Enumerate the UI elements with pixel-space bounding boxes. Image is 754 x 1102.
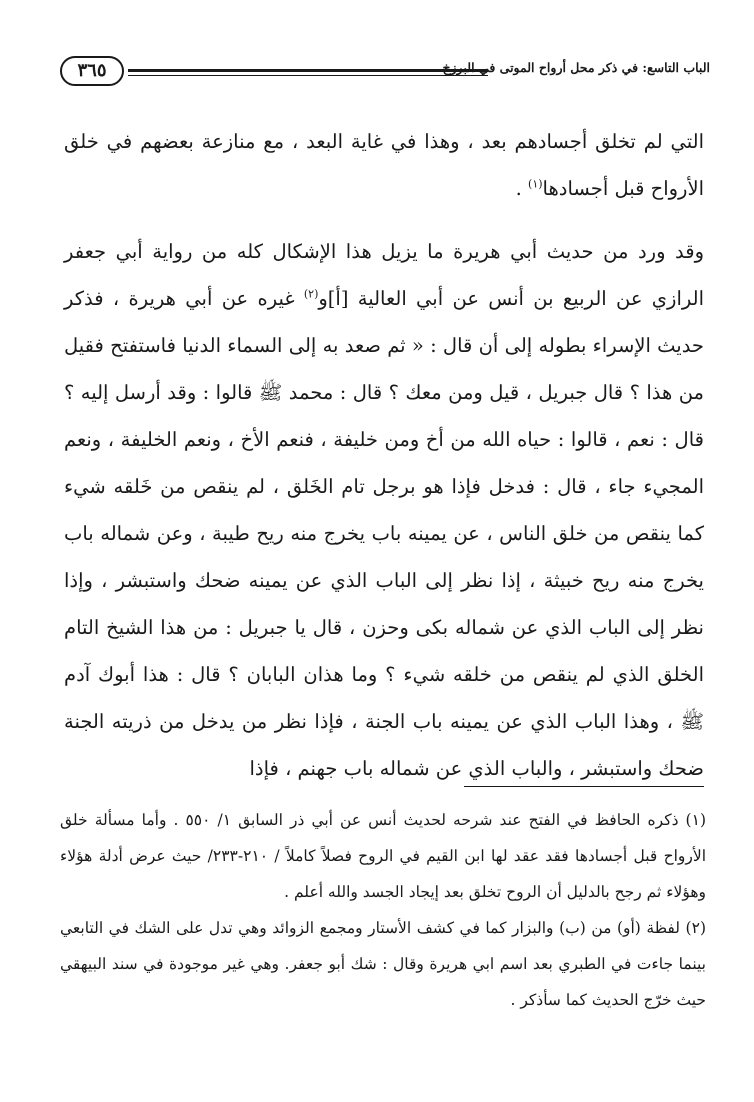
footnote-divider [464, 786, 704, 787]
footnote-mark: (٢) [685, 919, 706, 937]
footnote [60, 910, 706, 1018]
running-title: الباب التاسع: في ذكر محل أرواح الموتى في البرزخ [442, 60, 710, 75]
footnotes [60, 802, 706, 1018]
footnote-ref: (١) [528, 177, 543, 191]
page-number: ٣٦٥ [60, 56, 124, 86]
running-header [60, 54, 710, 94]
header-rule-thin [128, 75, 488, 76]
paragraph [64, 118, 704, 212]
paragraph-text: وقد ورد من حديث أبي هريرة ما يزيل هذا الإشكال كله من رواية أبي جعفر الرازي عن الربيع بن أنس عن أبي العالية [أ]و [64, 240, 705, 310]
paragraph-end: . [515, 177, 529, 200]
header-rule [128, 69, 488, 72]
footnote-text: لفظة (أو) من (ب) والبزار كما في كشف الأستار ومجمع الزوائد وهي تدل على الشك في التابعي بينما جاءت في الطبري بعد اسم ابي هريرة وقال : شك أبو جعفر. وهي غير موجودة في سند البيهقي حيث خرّج الحديث كما سأذكر . [60, 919, 706, 1009]
main-text [64, 118, 704, 792]
footnote-text: ذكره الحافظ في الفتح عند شرحه لحديث أنس عن أبي ذر السابق ١/ ٥٥٠ . وأما مسألة خلق الأرواح قبل أجسادها فقد عقد لها ابن القيم في الروح فصلاً كاملاً / ٢١٠-٢٣٣/ حيث عرض أدلة هؤلاء وهؤلاء ثم رجح بالدليل أن الروح تخلق بعد إيجاد الجسد والله أعلم . [60, 811, 707, 901]
footnote-ref: (٢) [303, 287, 319, 301]
paragraph-text: التي لم تخلق أجسادهم بعد ، وهذا في غاية البعد ، مع منازعة بعضهم في خلق الأرواح قبل أجسادها [64, 130, 704, 200]
paragraph-text-cont: غيره عن أبي هريرة ، فذكر حديث الإسراء بطوله إلى أن قال : « ثم صعد به إلى السماء الدنيا فاستفتح فقيل من هذا ؟ قال جبريل ، قيل ومن معك ؟ قال : محمد ﷺ قالوا : وقد أرسل إليه ؟ قال : نعم ، قالوا : حياه الله من أخ ومن خليفة ، فنعم الأخ ، ونعم الخليفة ، ونعم المجيء جاء ، قال : فدخل فإذا هو برجل تام الخَلق ، لم ينقص من خَلقه شيء كما ينقص من خلق الناس ، عن يمينه باب يخرج منه ريح طيبة ، وعن شماله باب يخرج منه ريح خبيثة ، إذا نظر إلى الباب الذي عن يمينه ضحك واستبشر ، وإذا نظر إلى الباب الذي عن شماله بكى وحزن ، قال يا جبريل : من هذا الشيخ التام الخلق الذي لم ينقص من خلقه شيء ؟ وما هذان البابان ؟ قال : هذا أبوك آدم ﷺ ، وهذا الباب الذي عن يمينه باب الجنة ، فإذا نظر من يدخل من ذريته الجنة ضحك واستبشر ، والباب الذي عن شماله باب جهنم ، فإذا [64, 287, 704, 780]
footnote-mark: (١) [685, 811, 706, 829]
paragraph [64, 228, 704, 792]
footnote [60, 802, 706, 910]
